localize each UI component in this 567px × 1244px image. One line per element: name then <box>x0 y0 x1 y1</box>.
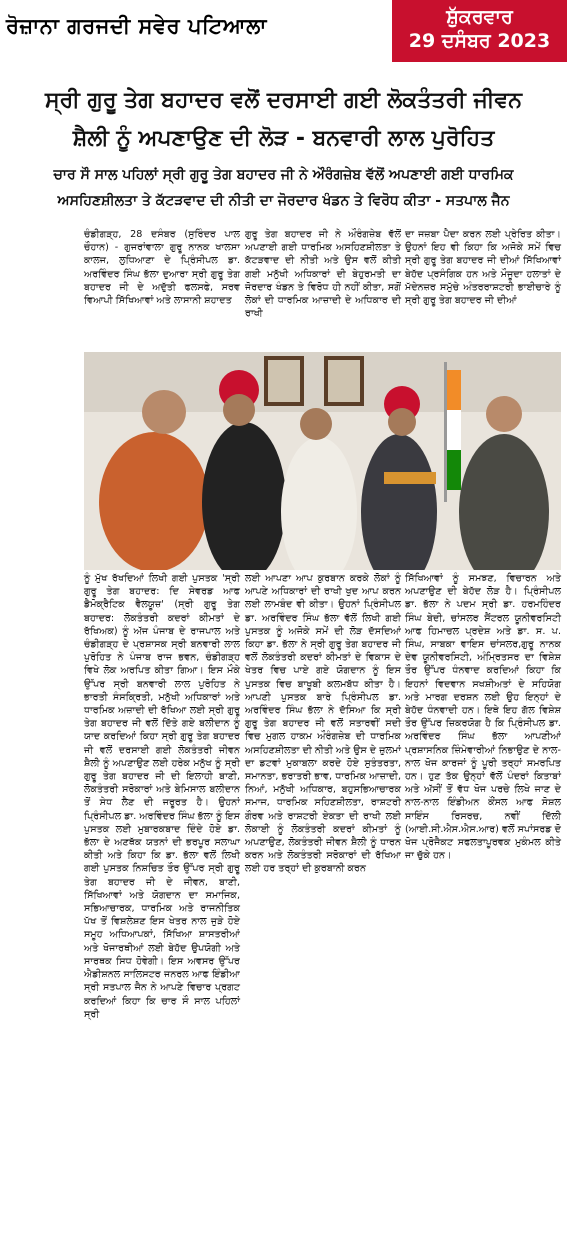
paragraph: ਲਈ ਆਪਣਾ ਆਪ ਕੁਰਬਾਨ ਕਰਕੇ ਲੋਕਾਂ ਨੂੰ ਆਪਣੇ ਅਧਿਕਾਰਾਂ ਦੀ ਰਾਖੀ ਖੁਦ ਆਪ ਕਰਨ ਲਈ ਲਾਮਬੰਦ ਵੀ ਕੀਤਾ। ਉਹਨਾਂ ਪ੍ਰਿੰਸੀਪਲ ਡਾ. ਅਰਵਿੰਦਰ ਸਿੰਘ ਭੱਲਾ ਵੱਲੋਂ ਲਿਖੀ ਗਈ ਪੁਸਤਕ ਨੂੰ ਅਜੋਕੇ ਸਮੇਂ ਦੀ ਲੋੜ ਦੱਸਦਿਆਂ ਕਿਹਾ ਡਾ. ਭੱਲਾ ਨੇ ਸ੍ਰੀ ਗੁਰੂ ਤੇਗ ਬਹਾਦਰ ਜੀ ਵਲੋਂ ਲੋਕਤੰਤਰੀ ਕਦਰਾਂ ਕੀਮਤਾਂ ਦੇ ਵਿਕਾਸ ਦੇ ਖੇਤਰ ਵਿਚ ਪਾਏ ਗਏ ਯੋਗਦਾਨ ਨੂੰ ਇਸ ਪੁਸਤਕ ਵਿਚ ਬਾਖੂਬੀ ਕਲਮਬੱਧ ਕੀਤਾ ਹੈ। ਆਪਣੀ ਪੁਸਤਕ ਬਾਰੇ ਪ੍ਰਿੰਸੀਪਲ ਡਾ. ਅਰਵਿੰਦਰ ਸਿੰਘ ਭੱਲਾ ਨੇ ਦੱਸਿਆ ਕਿ ਸ੍ਰੀ ਗੁਰੂ ਤੇਗ ਬਹਾਦਰ ਜੀ ਵਲੋਂ ਸਤਾਰਵੀਂ ਸਦੀ ਵਿਚ ਮੁਗਲ ਹਾਕਮ ਔਰੰਗਜ਼ੇਬ ਦੀ ਧਾਰਮਿਕ ਅਸਹਿਣਸ਼ੀਲਤਾ ਦੀ ਨੀਤੀ ਅਤੇ ਉਸ ਦੇ ਜ਼ੁਲਮਾਂ ਦਾ ਡਟਵਾਂ ਮੁਕਾਬਲਾ ਕਰਦੇ ਹੋਏ ਸੁਤੰਤਰਤਾ, ਸਮਾਨਤਾ, ਭਰਾਤਰੀ ਭਾਵ, ਧਾਰਮਿਕ ਆਜ਼ਾਦੀ, ਨਿਆਂ, ਮਨੁੱਖੀ ਅਧਿਕਾਰ, ਬਹੁਸਭਿਆਚਾਰਕ ਸਮਾਜ, ਧਾਰਮਿਕ ਸਹਿਣਸ਼ੀਲਤਾ, ਰਾਸ਼ਟਰੀ ਗੌਰਵ ਅਤੇ ਰਾਸ਼ਟਰੀ ਏਕਤਾ ਦੀ ਰਾਖੀ ਲਈ ਲੋਕਾਈ ਨੂੰ ਲੋਕਤੰਤਰੀ ਕਦਰਾਂ ਕੀਮਤਾਂ ਨੂੰ ਅਪਣਾਉਣ, ਲੋਕਤੰਤਰੀ ਜੀਵਨ ਸ਼ੈਲੀ ਨੂੰ ਧਾਰਨ ਕਰਨ ਅਤੇ ਲੋਕਤੰਤਰੀ ਸਰੋਕਾਰਾਂ ਦੀ ਰੱਖਿਆ ਲਈ ਹਰ ਤਰ੍ਹਾਂ ਦੀ ਕੁਰਬਾਨੀ ਕਰਨ <box>245 573 401 875</box>
paragraph: ਗੁਰੂ ਤੇਗ ਬਹਾਦਰ ਜੀ ਨੇ ਔਰੰਗਜ਼ੇਬ ਵੱਲੋਂ ਅਪਣਾਈ ਗਈ ਧਾਰਮਿਕ ਅਸਹਿਣਸ਼ੀਲਤਾ ਤੇ ਕੱਟੜਵਾਦ ਦੀ ਨੀਤੀ ਅਤੇ ਉਸ ਵਲੋਂ ਕੀਤੀ ਗਈ ਮਨੁੱਖੀ ਅਧਿਕਾਰਾਂ ਦੀ ਬੇਹੁਰਮਤੀ ਦਾ ਜੋਰਦਾਰ ਖੰਡਨ ਤੇ ਵਿਰੋਧ ਹੀ ਨਹੀਂ ਕੀਤਾ, ਸਗੋਂ ਲੋਕਾਂ ਦੀ ਧਾਰਮਿਕ ਆਜ਼ਾਦੀ ਦੇ ਅਧਿਕਾਰ ਦੀ ਰਾਖੀ <box>245 229 401 320</box>
paragraph: ਨੂੰ ਮੁੱਖ ਰੱਖਦਿਆਂ ਲਿਖੀ ਗਈ ਪੁਸਤਕ 'ਸ੍ਰੀ ਗੁਰੂ ਤੇਗ ਬਹਾਦਰ: ਦਿ ਸੇਵਰਡ ਆਫ ਡੈਮੋਕ੍ਰੈਟਿਕ ਵੈਲਯੂਜ਼' (ਸ੍ਰੀ ਗੁਰੂ ਤੇਗ ਬਹਾਦਰ: ਲੋਕਤੰਤਰੀ ਕਦਰਾਂ ਕੀਮਤਾਂ ਦੇ ਰੱਖਿਅਕ) ਨੂੰ ਅੱਜ ਪੰਜਾਬ ਦੇ ਰਾਜਪਾਲ ਅਤੇ ਚੰਡੀਗੜ੍ਹ ਦੇ ਪ੍ਰਸ਼ਾਸਕ ਸ੍ਰੀ ਬਨਵਾਰੀ ਲਾਲ ਪੁਰੋਹਿਤ ਨੇ ਪੰਜਾਬ ਰਾਜ ਭਵਨ, ਚੰਡੀਗੜ੍ਹ ਵਿਖੇ ਲੋਕ ਅਰਪਿਤ ਕੀਤਾ ਗਿਆ। ਇਸ ਮੌਕੇ ਉੱਪਰ ਸ੍ਰੀ ਬਨਵਾਰੀ ਲਾਲ ਪੁਰੋਹਿਤ ਨੇ ਭਾਰਤੀ ਸੰਸਕ੍ਰਿਤੀ, ਮਨੁੱਖੀ ਅਧਿਕਾਰਾਂ ਅਤੇ ਧਾਰਮਿਕ ਅਜ਼ਾਦੀ ਦੀ ਰੱਖਿਆ ਲਈ ਸ੍ਰੀ ਗੁਰੂ ਤੇਗ ਬਹਾਦਰ ਜੀ ਵਲੋਂ ਦਿੱਤੇ ਗਏ ਬਲੀਦਾਨ ਨੂੰ ਯਾਦ ਕਰਦਿਆਂ ਕਿਹਾ ਸ੍ਰੀ ਗੁਰੂ ਤੇਗ ਬਹਾਦਰ ਜੀ ਵਲੋਂ ਦਰਸਾਈ ਗਈ ਲੋਕਤੰਤਰੀ ਜੀਵਨ ਸ਼ੈਲੀ ਨੂੰ ਅਪਣਾਉਣ ਲਈ ਹਰੇਕ ਮਨੁੱਖ ਨੂੰ ਸ੍ਰੀ ਗੁਰੂ ਤੇਗ ਬਹਾਦਰ ਜੀ ਦੀ ਇਲਾਹੀ ਬਾਣੀ, ਲੋਕਤੰਤਰੀ ਸਰੋਕਾਰਾਂ ਅਤੇ ਬੇਮਿਸਾਲ ਬਲੀਦਾਨ ਤੋਂ ਸੇਧ ਲੈਣ ਦੀ ਜਰੂਰਤ ਹੈ। ਉਹਨਾਂ ਪ੍ਰਿੰਸੀਪਲ ਡਾ. ਅਰਵਿੰਦਰ ਸਿੰਘ ਭੱਲਾ ਨੂੰ ਇਸ ਪੁਸਤਕ ਲਈ ਮੁਬਾਰਕਬਾਦ ਦਿੰਦੇ ਹੋਏ ਡਾ. ਭੱਲਾ ਦੇ ਅਣਥੱਕ ਯਤਨਾਂ ਦੀ ਭਰਪੂਰ ਸਲਾਘਾ ਕੀਤੀ ਅਤੇ ਕਿਹਾ ਕਿ ਡਾ. ਭੱਲਾ ਵਲੋਂ ਲਿਖੀ ਗਈ ਪੁਸਤਕ ਨਿਸ਼ਚਿਤ ਤੌਰ ਉੱਪਰ ਸ੍ਰੀ ਗੁਰੂ ਤੇਗ ਬਹਾਦਰ ਜੀ ਦੇ ਜੀਵਨ, ਬਾਣੀ, ਸਿੱਖਿਆਵਾਂ ਅਤੇ ਯੋਗਦਾਨ ਦਾ ਸਮਾਜਿਕ, ਸਭਿਆਚਾਰਕ, ਧਾਰਮਿਕ ਅਤੇ ਰਾਜਨੀਤਿਕ ਪੱਖ ਤੋਂ ਵਿਸ਼ਲੇਸ਼ਣ ਇਸ ਖੇਤਰ ਨਾਲ ਜੁੜੇ ਹੋਏ ਸਮੂਹ ਅਧਿਆਪਕਾਂ, ਸਿੱਖਿਆ ਸ਼ਾਸਤਰੀਆਂ ਅਤੇ ਖੋਜਾਰਥੀਆਂ ਲਈ ਬੇਹੱਦ ਉਪਯੋਗੀ ਅਤੇ ਸਾਰਥਕ ਸਿਧ ਹੋਵੇਗੀ। ਇਸ ਅਵਸਰ ਉੱਪਰ ਐਡੀਸ਼ਨਲ ਸਾਲਿਸਟਰ ਜਨਰਲ ਆਫ ਇੰਡੀਆ ਸ੍ਰੀ ਸਤਪਾਲ ਜੈਨ ਨੇ ਆਪਣੇ ਵਿਚਾਰ ਪ੍ਰਗਟ ਕਰਦਿਆਂ ਕਿਹਾ ਕਿ ਚਾਰ ਸੌ ਸਾਲ ਪਹਿਲਾਂ ਸ੍ਰੀ <box>84 573 240 1020</box>
paragraph: ਦਾ ਜਜ਼ਬਾ ਪੈਦਾ ਕਰਨ ਲਈ ਪ੍ਰੇਰਿਤ ਕੀਤਾ। ਉਹਨਾਂ ਇਹ ਵੀ ਕਿਹਾ ਕਿ ਅਜੋਕੇ ਸਮੇਂ ਵਿਚ ਸ੍ਰੀ ਗੁਰੂ ਤੇਗ ਬਹਾਦਰ ਜੀ ਦੀਆਂ ਸਿੱਖਿਆਵਾਂ ਬੇਹੱਦ ਪ੍ਰਸੰਗਿਕ ਹਨ ਅਤੇ ਮੌਜੂਦਾ ਹਲਾਤਾਂ ਦੇ ਮੱਦੇਨਜ਼ਰ ਸਮੁੱਚੇ ਅੰਤਰਰਾਸ਼ਟਰੀ ਭਾਈਚਾਰੇ ਨੂੰ ਸ੍ਰੀ ਗੁਰੂ ਤੇਗ ਬਹਾਦਰ ਜੀ ਦੀਆਂ <box>405 229 561 307</box>
masthead <box>0 0 567 62</box>
news-photo-illustration <box>84 352 561 570</box>
article-subheadline <box>8 162 559 214</box>
paragraph: ਚੰਡੀਗੜ੍ਹ, 28 ਦਸੰਬਰ (ਸੁਰਿੰਦਰ ਪਾਲ ਚੌਹਾਨ) - ਗੁਜਰਾਂਵਾਲਾ ਗੁਰੂ ਨਾਨਕ ਖਾਲਸਾ ਕਾਲਜ, ਲੁਧਿਆਣਾ ਦੇ ਪ੍ਰਿੰਸੀਪਲ ਡਾ. ਅਰਵਿੰਦਰ ਸਿੰਘ ਭੱਲਾ ਦੁਆਰਾ ਸ੍ਰੀ ਗੁਰੂ ਤੇਗ ਬਹਾਦਰ ਜੀ ਦੇ ਅਦੁੱਤੀ ਫਲਸਫੇ, ਸਰਵ ਵਿਆਪੀ ਸਿੱਖਿਆਵਾਂ ਅਤੇ ਲਾਸਾਨੀ ਸ਼ਹਾਦਤ <box>84 229 240 307</box>
newspaper-name: ਰੋਜ਼ਾਨਾ ਗਰਜਦੀ ਸਵੇਰ ਪਟਿਆਲਾ <box>6 14 267 38</box>
article-column-2-bottom <box>245 572 401 880</box>
headline-line-1: ਸ੍ਰੀ ਗੁਰੂ ਤੇਗ ਬਹਾਦਰ ਵਲੋਂ ਦਰਸਾਈ ਗਈ ਲੋਕਤੰਤਰੀ ਜੀਵਨ <box>44 88 522 113</box>
subhead-line-2: ਅਸਹਿਣਸ਼ੀਲਤਾ ਤੇ ਕੱਟੜਵਾਦ ਦੀ ਨੀਤੀ ਦਾ ਜੋਰਦਾਰ ਖੰਡਨ ਤੇ ਵਿਰੋਧ ਕੀਤਾ - ਸਤਪਾਲ ਜੈਨ <box>57 193 510 209</box>
news-photo <box>84 352 561 570</box>
article-column-3-top <box>405 228 561 311</box>
subhead-line-1: ਚਾਰ ਸੌ ਸਾਲ ਪਹਿਲਾਂ ਸ੍ਰੀ ਗੁਰੂ ਤੇਗ ਬਹਾਦਰ ਜੀ ਨੇ ਔਰੰਗਜ਼ੇਬ ਵੱਲੋਂ ਅਪਣਾਈ ਗਈ ਧਾਰਮਿਕ <box>53 167 514 183</box>
article-headline <box>8 82 559 158</box>
headline-line-2: ਸ਼ੈਲੀ ਨੂੰ ਅਪਣਾਉਣ ਦੀ ਲੋੜ - ਬਨਵਾਰੀ ਲਾਲ ਪੁਰੋਹਿਤ <box>72 126 495 151</box>
masthead-nameplate <box>0 0 392 62</box>
article-column-1-bottom <box>84 572 240 1025</box>
issue-day: ਸ਼ੁੱਕਰਵਾਰ <box>446 6 513 28</box>
article-column-1-top <box>84 228 240 311</box>
masthead-date-box <box>392 0 567 62</box>
article-column-2-top <box>245 228 401 324</box>
issue-date: 29 ਦਸੰਬਰ 2023 <box>408 30 551 52</box>
paragraph: ਸਿੱਖਿਆਵਾਂ ਨੂੰ ਸਮਝਣ, ਵਿਚਾਰਨ ਅਤੇ ਅਪਣਾਉਣ ਦੀ ਬੇਹੱਦ ਲੋੜ ਹੈ। ਪ੍ਰਿੰਸੀਪਲ ਡਾ. ਭੱਲਾ ਨੇ ਪਦਮ ਸ੍ਰੀ ਡਾ. ਹਰਮਹਿੰਦਰ ਸਿੰਘ ਬੇਦੀ, ਚਾਂਸਲਰ ਸੈਂਟਰਲ ਯੂਨੀਵਰਸਿਟੀ ਆਫ ਹਿਮਾਚਲ ਪ੍ਰਦੇਸ਼ ਅਤੇ ਡਾ. ਸ. ਪ. ਸਿੰਘ, ਸਾਬਕਾ ਵਾਇਸ ਚਾਂਸਲਰ,ਗੁਰੂ ਨਾਨਕ ਦੇਵ ਯੂਨੀਵਰਸਿਟੀ, ਅੰਮ੍ਰਿਤਸਰ ਦਾ ਵਿਸ਼ੇਸ਼ ਤੌਰ ਉੱਪਰ ਧੰਨਵਾਦ ਕਰਦਿਆਂ ਕਿਹਾ ਕਿ ਇਹਨਾਂ ਵਿਦਵਾਨ ਸਖਸ਼ੀਅਤਾਂ ਦੇ ਸਹਿਯੋਗ ਅਤੇ ਮਾਰਗ ਦਰਸ਼ਨ ਲਈ ਉਹ ਇਨ੍ਹਾਂ ਦੇ ਬੇਹੱਦ ਧੰਨਵਾਦੀ ਹਨ। ਇਥੇ ਇਹ ਗੱਲ ਵਿਸ਼ੇਸ਼ ਤੌਰ ਉੱਪਰ ਜ਼ਿਕਰਯੋਗ ਹੈ ਕਿ ਪ੍ਰਿੰਸੀਪਲ ਡਾ. ਅਰਵਿੰਦਰ ਸਿੰਘ ਭੱਲਾ ਆਪਣੀਆਂ ਪ੍ਰਸ਼ਾਸਨਿਕ ਜ਼ਿੰਮੇਵਾਰੀਆਂ ਨਿਭਾਉਣ ਦੇ ਨਾਲ-ਨਾਲ ਖੋਜ ਕਾਰਜਾਂ ਨੂੰ ਪੂਰੀ ਤਰ੍ਹਾਂ ਸਮਰਪਿਤ ਹਨ। ਹੁਣ ਤੱਕ ਉਨ੍ਹਾਂ ਵੱਲੋਂ ਪੰਦਰਾਂ ਕਿਤਾਬਾਂ ਅਤੇ ਅੱਸੀਂ ਤੋਂ ਵੱਧ ਖੋਜ ਪਰਚੇ ਲਿਖੇ ਜਾਣ ਦੇ ਨਾਲ-ਨਾਲ ਇੰਡੀਅਨ ਕੌਂਸਲ ਆਫ ਸੋਸ਼ਲ ਸਾਇੰਸ ਰਿਸਰਚ, ਨਵੀਂ ਦਿੱਲੀ (ਆਈ.ਸੀ.ਐਸ.ਐਸ.ਆਰ) ਵਲੋਂ ਸਪਾਂਸਰਡ ਦੋ ਖੋਜ ਪ੍ਰੋਜੈਕਟ ਸਫਲਤਾਪੂਰਵਕ ਮੁਕੰਮਲ ਕੀਤੇ ਜਾ ਚੁੱਕੇ ਹਨ। <box>405 573 561 862</box>
article-column-3-bottom <box>405 572 561 866</box>
